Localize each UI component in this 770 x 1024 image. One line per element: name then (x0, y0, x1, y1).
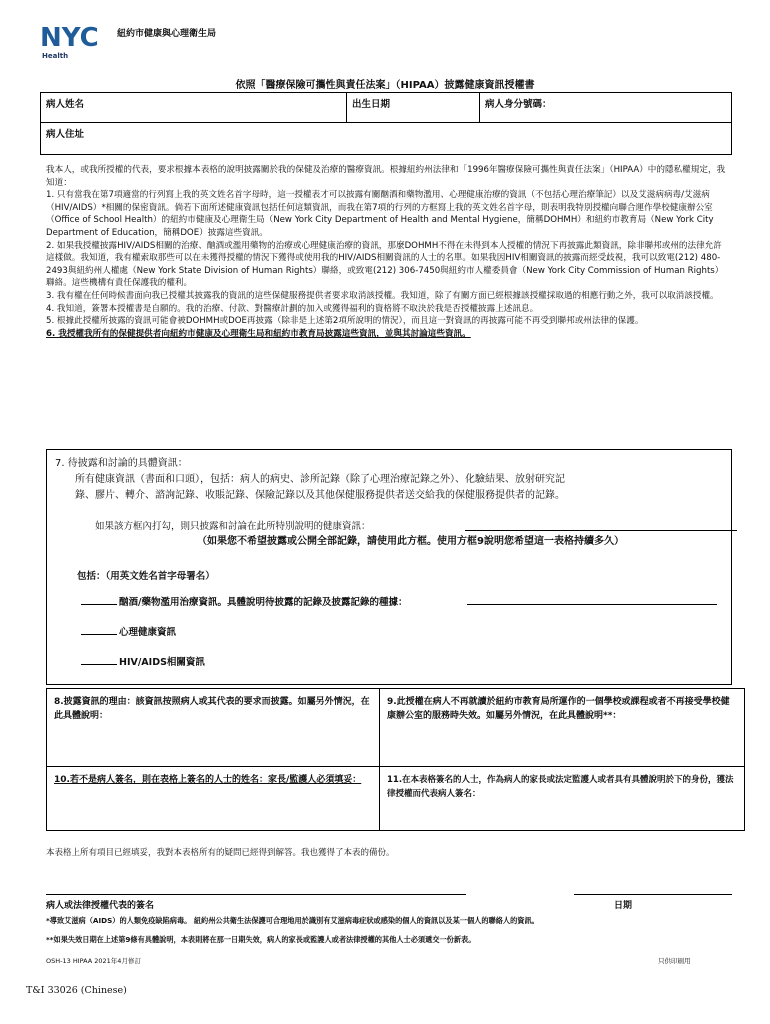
patient-address-field[interactable] (41, 123, 732, 155)
box8-reason[interactable] (47, 689, 380, 767)
term-item-6: 6. 我授權我所有的保健提供者向紐約市健康及心理衛生局和紐約市教育局披露這些資訊，並與其討論這些資訊。 (46, 328, 471, 339)
translation-code: T&I 33026 (Chinese) (26, 985, 127, 996)
patient-address-label: 病人住址 (46, 129, 85, 140)
box7-line2: 錄、膠片、轉介、諮詢記錄、收賬記錄、保險記錄以及其他保健服務提供者送交給我的保健服務提供者的記錄。 (75, 490, 565, 501)
term-item-5: 5. 根據此授權所披露的資訊可能會被DOHMH或DOE再披露（除非是上述第2項所說明的情況），而且這一對資訊的再披露可能不再受到聯邦或州法律的保護。 (46, 316, 644, 327)
dob-label: 出生日期 (352, 99, 391, 110)
box7-line1: 所有健康資訊（書面和口頭），包括：病人的病史、診所記錄（除了心理治療記錄之外）、化驗結果、放射研究記 (75, 474, 565, 485)
initials-line-1[interactable] (81, 604, 117, 605)
option-mental-health: 心理健康資訊 (119, 627, 177, 638)
initials-line-2[interactable] (81, 634, 117, 635)
logo-sub: Health (42, 52, 69, 60)
patient-id-label: 病人身分號碼： (485, 99, 552, 110)
term-item-3: 3. 我有權在任何時候書面向我已授權其披露我的資訊的這些保健服務提供者要求取消該授權。我知道，除了有關方面已經根據該授權採取過的相應行動之外，我可以取消該授權。 (46, 290, 719, 301)
option-substance: 酗酒/藥物濫用治療資訊。具體說明待披露的記錄及披露記錄的種據： (119, 597, 408, 608)
footnote-hiv: *導致艾滋病（AIDS）的人類免疫缺陷病毒。 紐約州公共衛生法保護可合理地用於識別有艾滋病毒症狀或感染的個人的資訊以及某一個人的聯絡人的資訊。 (46, 916, 539, 925)
footnote-expiry: **如果失效日期在上述第9條有具體說明，本表則將在那一日期失效，病人的家長或監護人或者法律授權的其他人士必須遞交一份新表。 (46, 935, 476, 944)
specific-info-box (46, 449, 732, 685)
box7-checkbox-text: 如果該方框內打勾，則只披露和討論在此所特別說明的健康資訊： (95, 521, 371, 532)
box11-authority[interactable] (380, 767, 744, 830)
patient-name-label: 病人姓名 (46, 99, 85, 110)
box10-text: 10.若不是病人簽名，則在表格上簽名的人士的姓名：家長/監護人必須填妥： (54, 775, 362, 785)
box7-bold-note: （如果您不希望披露或公開全部記錄，請使用此方框。使用方框9說明您希望這一表格持續多久） (197, 536, 624, 547)
substance-detail-line[interactable] (467, 604, 717, 605)
signature-label: 病人或法律授權代表的簽名 (46, 901, 155, 911)
box10-signer-name[interactable] (47, 767, 380, 830)
term-item-2: 2. 如果我授權披露HIV/AIDS相關的治療、酗酒或濫用藥物的治療或心理健康治療的資訊，那麼DOHMH不得在未得到本人授權的情況下再披露此類資訊，除非聯邦或州的法律允許這樣做。我知道，我有權索取那些可以在未獲得授權的情況下獲得或使用我的HIV/AIDS相關資訊的人士的名單。如果我因HIV相關資訊的披露而經受歧視，我可以致電(212) 480-2493與紐約州人權處（New York State Division of Human Rights）聯絡，或致電(212) 306-7450與紐約市人權委員會（New York City Commission of Human Rights）聯絡。這些機構有責任保護我的權利。 (46, 240, 724, 289)
option-hiv: HIV/AIDS相關資訊 (119, 657, 205, 668)
signature-line[interactable] (46, 894, 466, 895)
form-title: 依照「醫療保險可攜性與責任法案」（HIPAA）披露健康資訊授權書 (235, 80, 535, 91)
specific-info-line[interactable] (465, 530, 737, 531)
patient-name-field[interactable] (41, 93, 347, 123)
term-item-1: 1. 只有當我在第7項適當的行列寫上我的英文姓名首字母時，這一授權表才可以披露有關酗酒和藥物濫用、心理健康治療的資訊（不包括心理治療筆記）以及艾滋病病毒/艾滋病（HIV/AIDS）*相關的保密資訊。倘若下面所述健康資訊包括任何這類資訊，而我在第7項的行列的方框寫上我的英文姓名首字母，則表明我特別授權向聯合運作學校健康辦公室（Office of School Health）的紐約市健康及心理衛生局（New York City Department of Health and Mental Hygiene，簡稱DOHMH）和紐約市教育局（New York City Department of Education，簡稱DOE）披露這些資訊。 (46, 190, 714, 238)
nyc-health-logo (40, 24, 110, 52)
completion-note: 本表格上所有項目已經填妥，我對本表格所有的疑問已經得到解答。我也獲得了本表的備份。 (46, 848, 395, 858)
box8-text: 8.披露資訊的理由：該資訊按照病人或其代表的要求而披露。如屬另外情況，在此具體說明： (54, 697, 370, 721)
patient-info-table (40, 92, 732, 155)
patient-id-field[interactable] (480, 93, 732, 123)
box7-title: 7. 待披露和討論的具體資訊： (55, 458, 188, 469)
including-label: 包括：（用英文姓名首字母署名） (77, 571, 215, 582)
agency-name: 紐約市健康與心理衛生局 (117, 29, 217, 39)
office-use-label: 只供印刷用 (658, 957, 691, 965)
authorization-terms (46, 164, 730, 340)
date-line[interactable] (574, 894, 732, 895)
form-code: OSH-13 HIPAA 2021年4月修訂 (46, 957, 141, 965)
initials-line-3[interactable] (81, 664, 117, 665)
logo-text: NYC (40, 24, 99, 52)
box9-text: 9.此授權在病人不再就讀於紐約市教育局所運作的一個學校或課程或者不再接受學校健康辦公室的服務時失效。如屬另外情況，在此具體說明**： (387, 697, 730, 721)
reason-expiry-grid (46, 688, 745, 831)
box11-text: 11.在本表格簽名的人士，作為病人的家長或法定監護人或者具有具體說明於下的身份，獲法律授權而代表病人簽名： (387, 775, 734, 799)
date-label: 日期 (614, 901, 633, 911)
term-item-4: 4. 我知道，簽署本授權書是自願的。我的治療、付款、對醫療計劃的加入或獲得福利的資格將不取決於我是否授權披露上述訊息。 (46, 303, 539, 314)
intro-text: 我本人，或我所授權的代表，要求根據本表格的說明披露關於我的保健及治療的醫療資訊。根據紐約州法律和「1996年醫療保險可攜性與責任法案」（HIPAA）中的隱私權規定，我知道： (46, 165, 726, 188)
box9-expiry[interactable] (380, 689, 744, 767)
dob-field[interactable] (347, 93, 480, 123)
